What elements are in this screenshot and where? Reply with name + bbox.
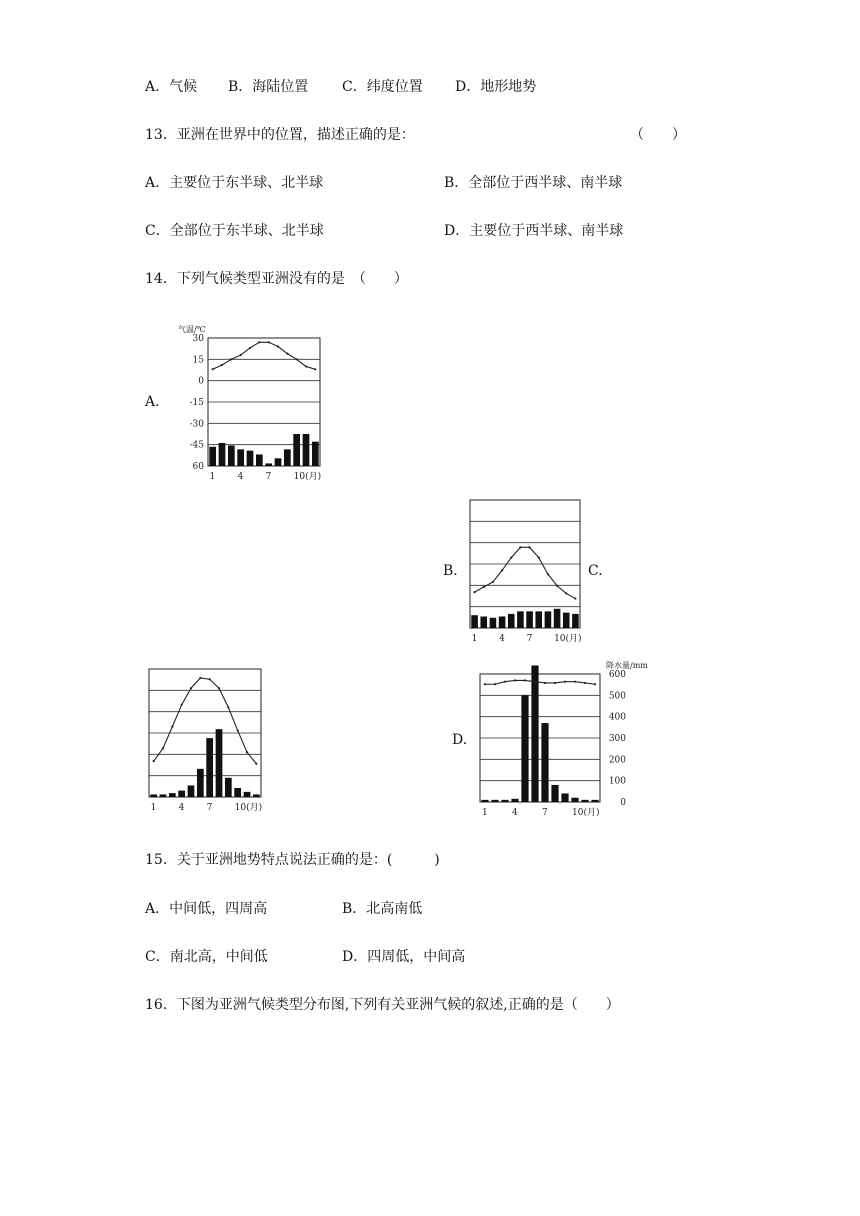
temperature-point [510, 557, 512, 559]
y2-tick-label: 100 [608, 776, 626, 787]
precip-bar [490, 618, 497, 628]
precip-bar [501, 800, 508, 802]
climate-chart-b-svg [462, 496, 592, 646]
temperature-point [483, 586, 485, 588]
precip-bar [491, 800, 498, 802]
temperature-point [544, 682, 546, 684]
chart-a-label: A. [145, 394, 160, 410]
temperature-point [218, 687, 220, 689]
climate-chart-b [462, 496, 592, 646]
precip-bar [150, 794, 157, 797]
temperature-point [594, 683, 596, 685]
precip-bar [228, 446, 235, 466]
x-tick-label: 4 [499, 634, 505, 644]
temperature-line [213, 342, 316, 369]
precip-bar [554, 609, 561, 628]
precip-bar [244, 792, 251, 797]
temperature-point [574, 681, 576, 683]
temperature-point [221, 364, 223, 366]
temperature-point [209, 678, 211, 680]
q14-stem: 14．下列气候类型亚洲没有的是 （ ） [145, 271, 408, 287]
x-tick-label: 7 [542, 808, 548, 818]
y-axis-label: 气温/℃ [178, 325, 206, 334]
climate-chart-d-svg [475, 658, 670, 820]
temperature-point [162, 747, 164, 749]
precip-bar [551, 785, 558, 802]
temperature-point [484, 683, 486, 685]
y2-tick-label: 500 [608, 691, 626, 702]
precip-bar [247, 451, 254, 466]
precip-bar [275, 458, 282, 466]
temperature-point [314, 368, 316, 370]
temperature-point [574, 597, 576, 599]
q12-option-b: B．海陆位置 [228, 79, 309, 95]
temperature-point [519, 546, 521, 548]
temperature-line [485, 680, 595, 684]
q13-answer-paren: （ ） [630, 127, 686, 143]
y2-tick-label: 400 [608, 712, 626, 723]
temperature-point [286, 353, 288, 355]
x-tick-label: 4 [237, 472, 244, 482]
y-tick-label: -45 [189, 440, 204, 451]
precip-bar [481, 800, 488, 802]
precip-bar [545, 611, 552, 628]
precip-bar [526, 611, 533, 628]
precip-bar [253, 794, 260, 797]
precip-bar [216, 729, 223, 797]
precip-bar [206, 738, 213, 797]
chart-c-label: C. [588, 563, 603, 579]
y-tick-label: -15 [189, 398, 204, 408]
x-tick-label: 1 [150, 803, 157, 813]
x-tick-label: 7 [206, 803, 213, 813]
temperature-point [277, 345, 279, 347]
q13-option-d: D．主要位于西半球、南半球 [444, 223, 624, 239]
q15-option-b: B．北高南低 [342, 901, 423, 917]
temperature-point [268, 341, 270, 343]
precip-bar [517, 611, 524, 628]
temperature-point [534, 681, 536, 683]
x-tick-label: 7 [265, 472, 272, 482]
temperature-point [230, 358, 232, 360]
q15-option-a: A．中间低，四周高 [145, 901, 268, 917]
precip-bar [572, 614, 579, 628]
precip-bar [265, 463, 272, 466]
temperature-point [212, 368, 214, 370]
chart-b-label: B. [443, 563, 458, 579]
precip-bar [197, 769, 204, 797]
climate-chart-d [475, 658, 670, 820]
x-tick-label: 1 [209, 472, 216, 482]
temperature-point [296, 358, 298, 360]
precip-bar [511, 799, 518, 802]
chart-d-label: D. [452, 732, 468, 748]
precip-bar [188, 785, 195, 797]
q13-option-a: A．主要位于东半球、北半球 [145, 175, 324, 191]
temperature-point [171, 726, 173, 728]
temperature-point [255, 763, 257, 765]
temperature-point [538, 557, 540, 559]
q16-stem: 16．下图为亚洲气候类型分布图,下列有关亚洲气候的叙述,正确的是（ ） [145, 997, 620, 1013]
temperature-point [524, 679, 526, 681]
temperature-point [227, 706, 229, 708]
temperature-point [199, 677, 201, 679]
q15-option-c: C．南北高，中间低 [145, 949, 268, 965]
x-tick-label: 10(月) [572, 808, 600, 818]
precip-bar [563, 613, 570, 628]
y2-tick-label: 0 [620, 798, 626, 808]
x-tick-label: 10(月) [234, 803, 263, 813]
q12-option-d: D．地形地势 [455, 79, 537, 95]
temperature-line [154, 678, 257, 764]
precip-bar [521, 695, 528, 802]
precip-bar [178, 791, 185, 797]
precip-bar [225, 778, 232, 797]
y2-tick-label: 300 [608, 734, 626, 744]
precip-bar [284, 449, 291, 466]
temperature-point [246, 751, 248, 753]
precip-bar [312, 442, 319, 466]
q13-stem: 13．亚洲在世界中的位置，描述正确的是： [145, 127, 415, 143]
x-tick-label: 1 [471, 634, 478, 644]
x-tick-label: 1 [482, 808, 488, 818]
temperature-point [547, 573, 549, 575]
precip-bar [219, 443, 226, 466]
climate-chart-a-svg [170, 322, 330, 482]
x-tick-label: 10(月) [293, 472, 322, 482]
precip-bar [256, 454, 263, 466]
temperature-point [305, 365, 307, 367]
q12-option-a: A．气候 [145, 79, 198, 95]
x-tick-label: 4 [178, 803, 185, 813]
y-tick-label: 0 [198, 376, 204, 387]
y-tick-label: -30 [189, 419, 204, 430]
x-tick-label: 10(月) [554, 634, 582, 644]
temperature-point [190, 687, 192, 689]
temperature-point [554, 682, 556, 684]
temperature-point [504, 681, 506, 683]
y2-tick-label: 600 [608, 670, 626, 680]
temperature-point [258, 341, 260, 343]
precip-bar [531, 665, 538, 802]
precip-bar [581, 800, 588, 802]
temperature-point [564, 681, 566, 683]
x-tick-label: 4 [512, 808, 518, 818]
temperature-point [528, 546, 530, 548]
temperature-point [237, 729, 239, 731]
temperature-point [473, 591, 475, 593]
temperature-point [584, 682, 586, 684]
temperature-point [240, 354, 242, 356]
precip-bar [169, 793, 176, 797]
precip-bar [234, 788, 241, 797]
y-tick-label: 30 [192, 334, 204, 344]
y-tick-label: 60 [192, 462, 204, 472]
precip-bar [293, 434, 300, 466]
precip-bar [471, 615, 478, 628]
precip-bar [591, 800, 598, 802]
precip-bar [237, 449, 244, 466]
precip-bar [303, 434, 310, 466]
temperature-point [249, 347, 251, 349]
temperature-point [501, 569, 503, 571]
q13-option-b: B．全部位于西半球、南半球 [444, 175, 623, 191]
precip-bar [508, 614, 515, 628]
precip-bar [480, 616, 487, 628]
temperature-point [492, 581, 494, 583]
q13-option-c: C．全部位于东半球、北半球 [145, 223, 324, 239]
precip-bar [571, 798, 578, 802]
temperature-point [556, 585, 558, 587]
temperature-point [494, 683, 496, 685]
q12-option-c: C．纬度位置 [342, 79, 423, 95]
y2-axis-label: 降水量/mm [606, 661, 648, 670]
climate-chart-c-svg [145, 665, 270, 815]
temperature-point [181, 704, 183, 706]
precip-bar [541, 723, 548, 802]
y-tick-label: 15 [192, 355, 204, 366]
precip-bar [499, 616, 506, 628]
precip-bar [561, 793, 568, 802]
x-tick-label: 7 [526, 634, 533, 644]
temperature-point [153, 760, 155, 762]
climate-chart-a [170, 322, 330, 482]
precip-bar [209, 447, 216, 466]
temperature-point [514, 679, 516, 681]
q15-stem: 15．关于亚洲地势特点说法正确的是：( ) [145, 852, 440, 868]
temperature-line [475, 547, 576, 598]
y2-tick-label: 200 [608, 755, 626, 766]
precip-bar [535, 611, 542, 628]
q15-option-d: D．四周低，中间高 [342, 949, 466, 965]
temperature-point [565, 592, 567, 594]
precip-bar [160, 794, 167, 797]
climate-chart-c [145, 665, 270, 815]
